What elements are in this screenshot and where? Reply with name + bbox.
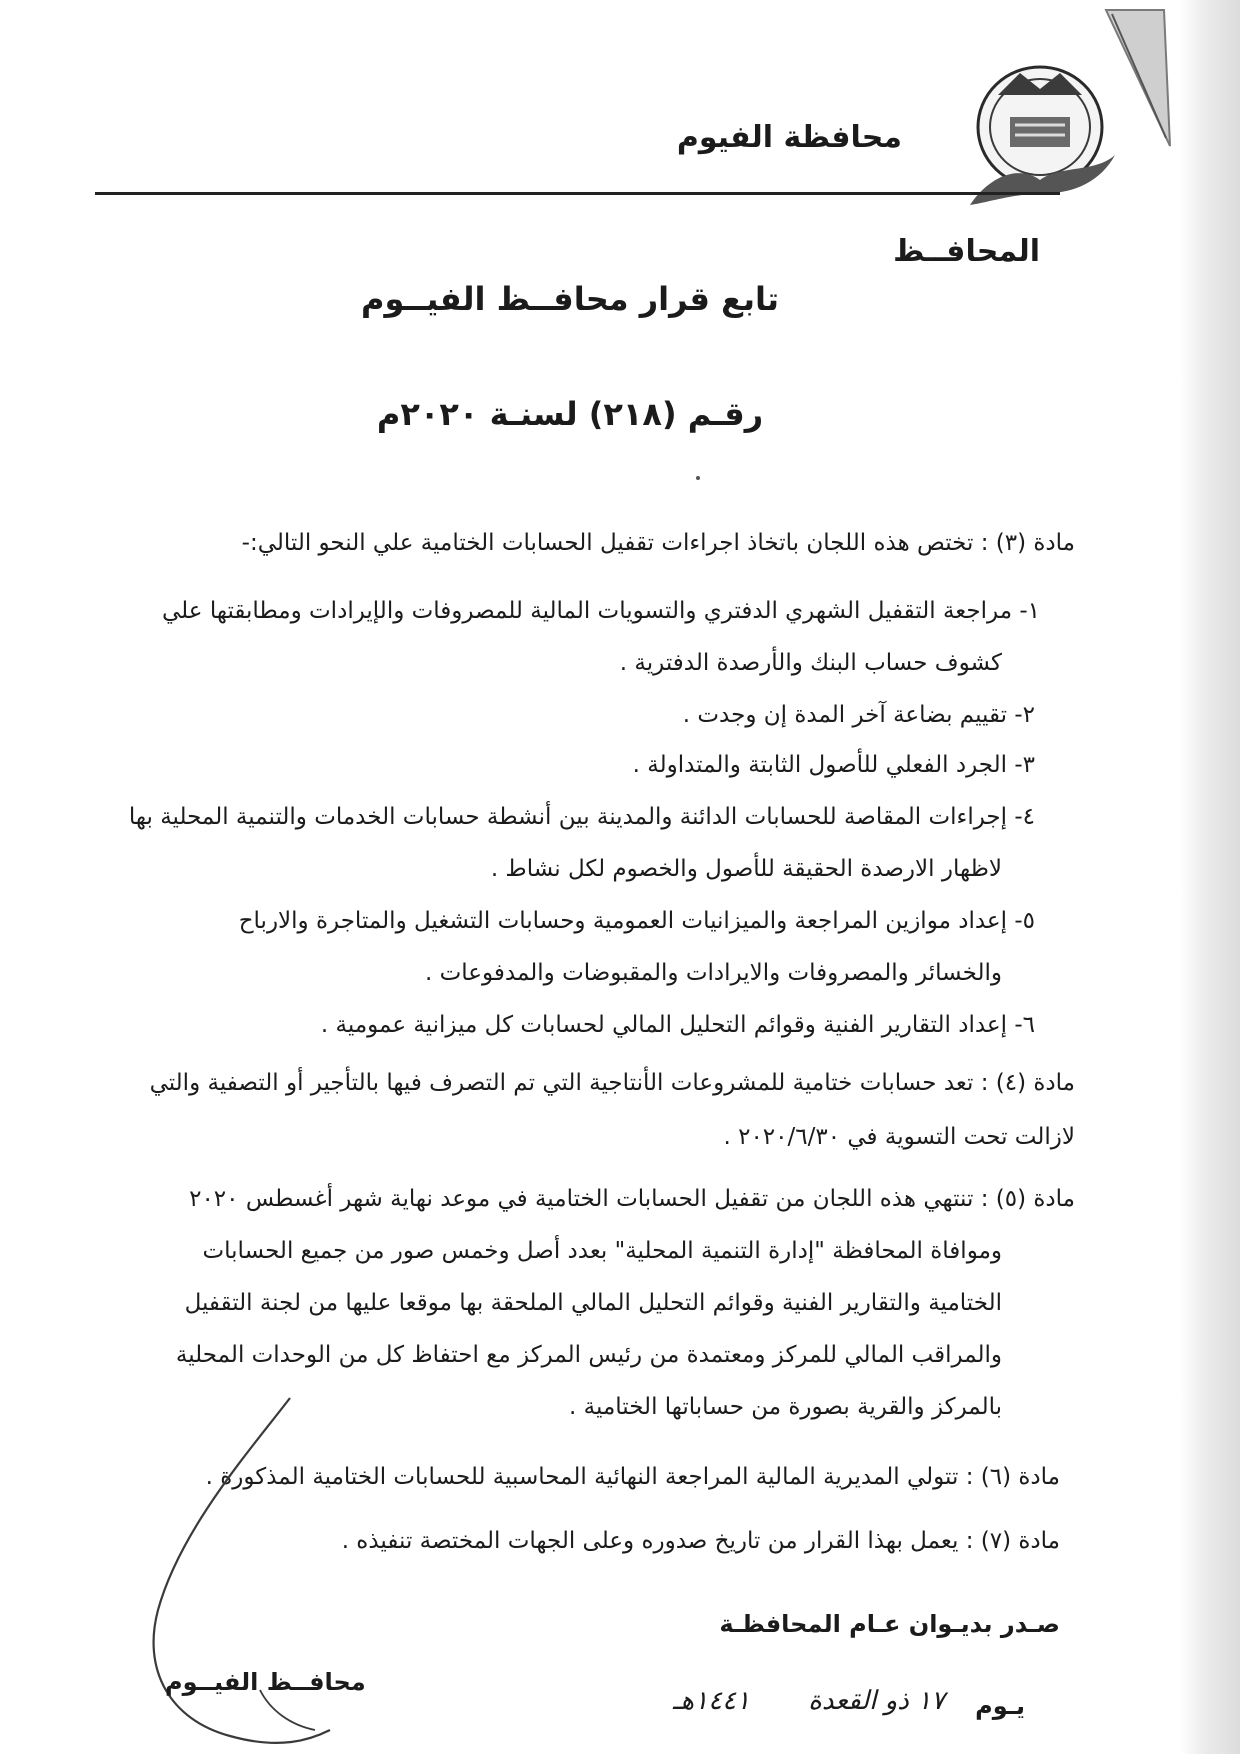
article-5-cont-2: الختامية والتقارير الفنية وقوائم التحليل المالي الملحقة بها موقعا عليها من لجنة التقفيل bbox=[184, 1290, 1002, 1316]
article-5: مادة (٥) : تنتهي هذه اللجان من تقفيل الحسابات الختامية في موعد نهاية شهر أغسطس ٢٠٢٠ bbox=[189, 1186, 1075, 1212]
stray-mark bbox=[696, 476, 700, 480]
article-3-item-4: ٤- إجراءات المقاصة للحسابات الدائنة والمدينة بين أنشطة حسابات الخدمات والتنمية المحلية بها bbox=[128, 804, 1035, 830]
article-4-cont: لازالت تحت التسوية في ٢٠٢٠/٦/٣٠ . bbox=[723, 1124, 1075, 1150]
article-3-item-4-cont: لاظهار الارصدة الحقيقة للأصول والخصوم لكل نشاط . bbox=[490, 856, 1002, 882]
article-3-item-1: ١- مراجعة التقفيل الشهري الدفتري والتسويات المالية للمصروفات والإيرادات ومطابقتها علي bbox=[162, 598, 1040, 624]
signature-stroke bbox=[140, 1390, 340, 1750]
issued-at: صـدر بديـوان عـام المحافظـة bbox=[719, 1610, 1060, 1638]
decree-title: تابع قرار محافــظ الفيــوم bbox=[360, 280, 780, 318]
issuer-role: المحافــظ bbox=[893, 234, 1040, 269]
governorate-emblem-icon bbox=[960, 55, 1120, 205]
article-3-item-2: ٢- تقييم بضاعة آخر المدة إن وجدت . bbox=[682, 702, 1035, 728]
article-3-item-1-cont: كشوف حساب البنك والأرصدة الدفترية . bbox=[619, 650, 1002, 676]
header-divider bbox=[95, 192, 1060, 195]
article-5-cont-4: بالمركز والقرية بصورة من حساباتها الختامية . bbox=[569, 1394, 1002, 1420]
scan-edge-shadow bbox=[1180, 0, 1240, 1754]
date-handwritten: ١٧ ذو القعدة bbox=[808, 1686, 945, 1716]
decree-number: رقـم (٢١٨) لسنـة ٢٠٢٠م bbox=[376, 395, 764, 433]
article-3-item-5: ٥- إعداد موازين المراجعة والميزانيات العمومية وحسابات التشغيل والمتاجرة والارباح bbox=[238, 908, 1035, 934]
article-6: مادة (٦) : تتولي المديرية المالية المراجعة النهائية المحاسبية للحسابات الختامية المذكورة . bbox=[205, 1464, 1060, 1490]
article-5-cont-1: وموافاة المحافظة "إدارة التنمية المحلية" بعدد أصل وخمس صور من جميع الحسابات bbox=[202, 1238, 1002, 1264]
signatory-title: محافــظ الفيــوم bbox=[165, 1668, 366, 1696]
article-4: مادة (٤) : تعد حسابات ختامية للمشروعات الأنتاجية التي تم التصرف فيها بالتأجير أو التصفية والتي bbox=[149, 1070, 1075, 1096]
article-3-item-6: ٦- إعداد التقارير الفنية وقوائم التحليل المالي لحسابات كل ميزانية عمومية . bbox=[320, 1012, 1035, 1038]
article-7: مادة (٧) : يعمل بهذا القرار من تاريخ صدوره وعلى الجهات المختصة تنفيذه . bbox=[341, 1528, 1060, 1554]
article-5-cont-3: والمراقب المالي للمركز ومعتمدة من رئيس المركز مع احتفاظ كل من الوحدات المحلية bbox=[175, 1342, 1002, 1368]
article-3-item-5-cont: والخسائر والمصروفات والايرادات والمقبوضات والمدفوعات . bbox=[425, 960, 1002, 986]
article-3-item-3: ٣- الجرد الفعلي للأصول الثابتة والمتداولة . bbox=[632, 752, 1035, 778]
article-3-intro: مادة (٣) : تختص هذه اللجان باتخاذ اجراءات تقفيل الحسابات الختامية علي النحو التالي:- bbox=[241, 530, 1075, 556]
date-year: ١٤٤١هـ bbox=[672, 1686, 750, 1716]
organization-name: محافظة الفيوم bbox=[676, 120, 902, 155]
date-prefix: يـوم bbox=[975, 1692, 1025, 1720]
